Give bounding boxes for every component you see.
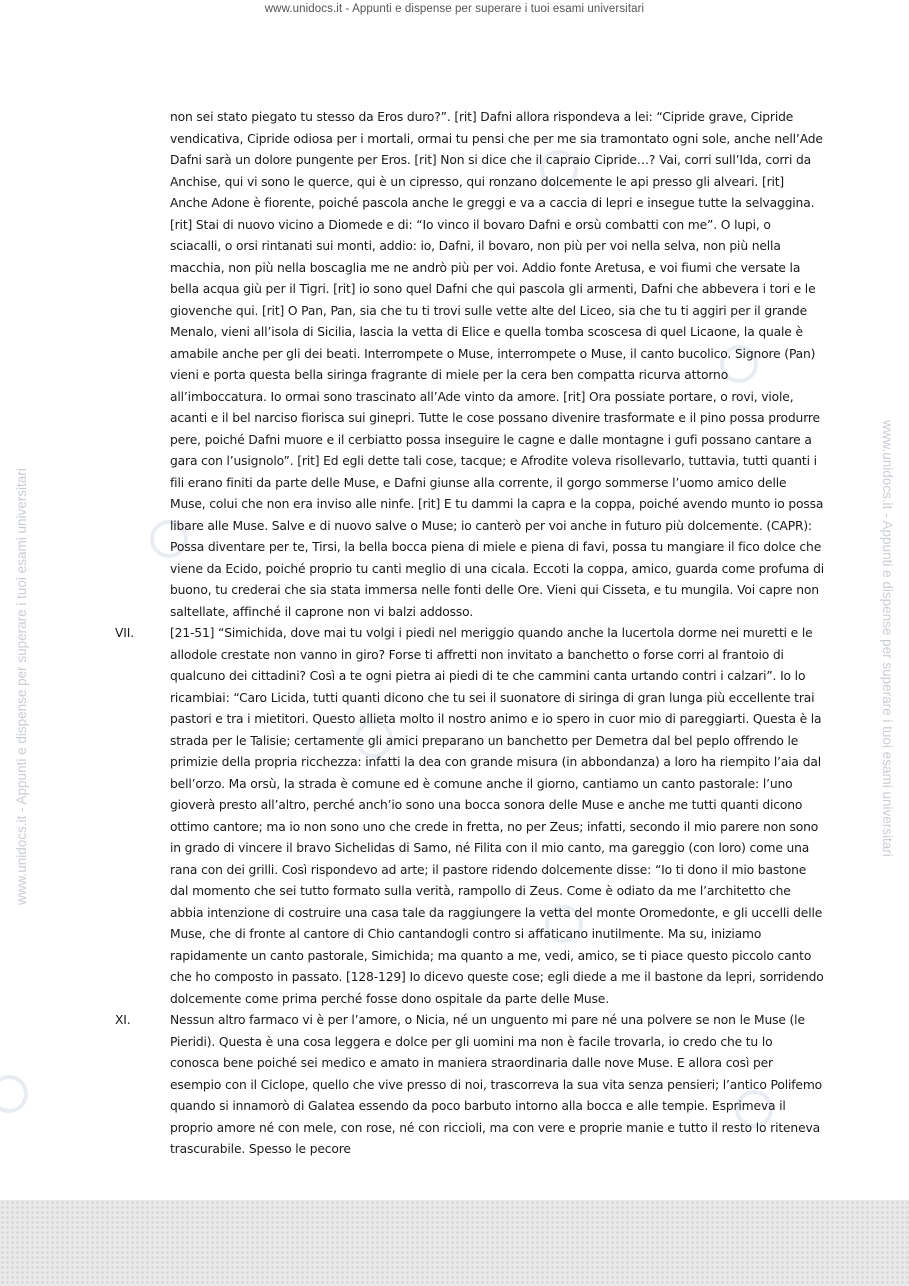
- paragraph: [115, 1010, 825, 1161]
- paragraph: [115, 107, 825, 623]
- paragraph: [115, 623, 825, 1010]
- paragraph-number: VII.: [115, 626, 134, 640]
- preview-blur-band: [0, 1200, 909, 1286]
- paragraph-text: [21-51] “Simichida, dove mai tu volgi i piedi nel meriggio quando anche la lucertola dorme nei muretti e le allodole crestate non vanno in giro? Forse ti affretti non invitato a banchetto o forse corri al frantoio di qualcuno dei cittadini? Così a te ogni pietra ai piedi di te che cammini canta urtando contri i calzari”. Io lo ricambiai: “Caro Licida, tutti quanti dicono che tu sei il suonatore di siringa di gran lunga più eccellente trai pastori e tra i mietitori. Questo allieta molto il nostro animo e io spero in cuor mio di pareggiarti. Questa è la strada per le Talisie; certamente gli amici preparano un banchetto per Demetra dal bel peplo offrendo le primizie della propria ricchezza: infatti la dea con grande misura (in abbondanza) a loro ha riempito l’aia dal bell’orzo. Ma orsù, la strada è comune ed è comune anche il giorno, cantiamo un canto pastorale: l’uno gioverà presto all’altro, perché anch’io sono una bocca sonora delle Muse e anche me tutti quanti dicono ottimo cantore; ma io non sono uno che crede in fretta, no per Zeus; infatti, secondo il mio parere non sono in grado di vincere il bravo Sichelidas di Samo, né Filita con il mio canto, ma gareggio (con loro) come una rana con dei grilli. Così rispondevo ad arte; il pastore ridendo dolcemente disse: “Io ti dono il mio bastone dal momento che sei tutto formato sulla verità, rampollo di Zeus. Come è odiato da me l’architetto che abbia intenzione di costruire una casa tale da raggiungere la vetta del monte Oromedonte, e gli uccelli delle Muse, che di fronte al cantore di Chio cantandogli contro si affaticano inutilmente. Ma su, iniziamo rapidamente un canto pastorale, Simichida; ma quanto a me, vedi, amico, se ti piace questo piccolo canto che ho composto in passato. [128-129] Io dicevo queste cose; egli diede a me il bastone da lepri, sorridendo dolcemente come prima perché fosse dono ospitale da parte delle Muse.: [170, 626, 824, 1006]
- paragraph-number: [115, 107, 170, 623]
- side-watermark-left: www.unidocs.it - Appunti e dispense per superare i tuoi esami universitari: [14, 468, 29, 905]
- paragraph-number: XI.: [115, 1013, 131, 1027]
- paragraph-text: non sei stato piegato tu stesso da Eros duro?”. [rit] Dafni allora rispondeva a lei: “Cipride grave, Cipride vendicativa, Cipride odiosa per i mortali, ormai tu pensi che per me sia tramontato ogni sole, anche nell’Ade Dafni sarà un dolore pungente per Eros. [rit] Non si dice che il capraio Cipride…? Vai, corri sull’Ida, corri da Anchise, qui vi sono le querce, qui è un cipresso, qui ronzano dolcemente le api presso gli alveari. [rit] Anche Adone è fiorente, poiché pascola anche le greggi e va a caccia di lepri e insegue tutte la selvaggina. [rit] Stai di nuovo vicino a Diomede e di: “Io vinco il bovaro Dafni e orsù combatti con me”. O lupi, o sciacalli, o orsi rintanati sui monti, addio: io, Dafni, il bovaro, non più per voi nella selva, non più nella macchia, non più nella boscaglia me ne andrò più per voi. Addio fonte Aretusa, e voi fiumi che versate la bella acqua giù per il Tigri. [rit] io sono quel Dafni che qui pascola gli armenti, Dafni che abbevera i tori e le giovenche qui. [rit] O Pan, Pan, sia che tu ti trovi sulle vette alte del Liceo, sia che tu ti aggiri per il grande Menalo, vieni all’isola di Sicilia, lascia la vetta di Elice e quella tomba scoscesa di quel Licaone, la quale è amabile anche per gli dei beati. Interrompete o Muse, interrompete o Muse, il canto bucolico. Signore (Pan) vieni e porta questa bella siringa fragrante di miele per la cera ben compatta ricurva attorno all’imboccatura. Io ormai sono trascinato all’Ade vinto da amore. [rit] Ora possiate portare, o rovi, viole, acanti e il bel narciso fiorisca sui ginepri. Tutte le cose possano divenire trasformate e il pino possa produrre pere, poiché Dafni muore e il cerbiatto possa inseguire le cagne e dalle montagne i gufi possano cantare a gara con l’usignolo”. [rit] Ed egli dette tali cose, tacque; e Afrodite voleva risollevarlo, tuttavia, tutti quanti i fili erano finiti da parte delle Muse, e Dafni giunse alla corrente, il gorgo sommerse l’uomo amico delle Muse, colui che non era inviso alle ninfe. [rit] E tu dammi la capra e la coppa, poiché avendo munto io possa libare alle Muse. Salve e di nuovo salve o Muse; io canterò per voi anche in futuro più dolcemente. (CAPR): Possa diventare per te, Tirsi, la bella bocca piena di miele e piena di favi, possa tu mangiare il fico dolce che viene da Ecido, poiché proprio tu canti meglio di una cicala. Eccoti la coppa, amico, guarda come profuma di buono, tu crederai che sia stata immersa nelle fonti delle Ore. Vieni qui Cisseta, e tu mungila. Voi capre non saltellate, affinché il caprone non vi balzi addosso.: [170, 110, 824, 619]
- document-body: [115, 107, 825, 1161]
- page-header: www.unidocs.it - Appunti e dispense per superare i tuoi esami universitari: [264, 3, 645, 15]
- paragraph-text: Nessun altro farmaco vi è per l’amore, o Nicia, né un unguento mi pare né una polvere se non le Muse (le Pieridi). Questa è una cosa leggera e dolce per gli uomini ma non è facile trovarla, io credo che tu lo conosca bene poiché sei medico e amato in maniera straordinaria dalle nove Muse. E allora così per esempio con il Ciclope, quello che vive presso di noi, trascorreva la sua vita senza pensieri; l’antico Polifemo quando si innamorò di Galatea essendo da poco barbuto intorno alla bocca e alle tempie. Esprimeva il proprio amore né con mele, con rose, né con riccioli, ma con vere e proprie manie e tutto il resto lo riteneva trascurabile. Spesso le pecore: [170, 1013, 823, 1156]
- watermark-logo-icon: [0, 1075, 28, 1113]
- side-watermark-right: www.unidocs.it - Appunti e dispense per superare i tuoi esami universitari: [880, 420, 895, 857]
